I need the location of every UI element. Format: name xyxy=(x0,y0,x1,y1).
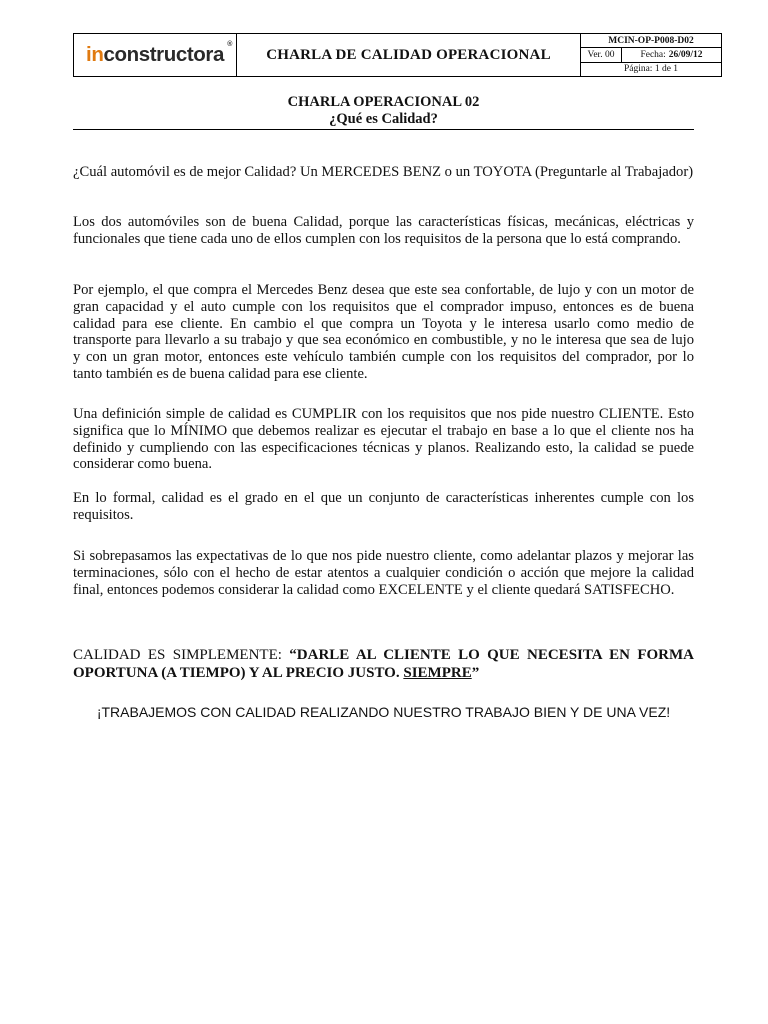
closing-motto: ¡TRABAJEMOS CON CALIDAD REALIZANDO NUESTRO TRABAJO BIEN Y DE UNA VEZ! xyxy=(96,704,671,720)
title-divider xyxy=(73,129,694,130)
paragraph-definition-formal: En lo formal, calidad es el grado en el que un conjunto de características inherentes cumple con los requisitos. xyxy=(73,490,694,523)
statement-emphasis: “DARLE AL CLIENTE LO QUE NECESITA EN FORMA OPORTUNA (A TIEMPO) Y AL PRECIO JUSTO. xyxy=(73,647,694,681)
quality-statement xyxy=(73,646,694,682)
version: Ver. 00 xyxy=(581,48,622,61)
statement-lead: CALIDAD ES SIMPLEMENTE: xyxy=(73,647,290,663)
document-header xyxy=(73,33,722,77)
paragraph-excellence: Si sobrepasamos las expectativas de lo que nos pide nuestro cliente, como adelantar plazos y mejorar las terminaciones, sólo con el hecho de estar atentos a cualquier condición o acción que mejore la calidad final, entonces podemos considerar la calidad como EXCELENTE y el cliente quedará SATISFECHO. xyxy=(73,548,694,598)
paragraph-definition-simple: Una definición simple de calidad es CUMPLIR con los requisitos que nos pide nuestro CLIENTE. Esto significa que lo MÍNIMO que debemos realizar es ejecutar el trabajo en base a lo que el cliente nos ha definido y cumpliendo con las especificaciones técnicas y planos. Realizando esto, la calidad se puede considerar como buena. xyxy=(73,406,694,473)
header-title: CHARLA DE CALIDAD OPERACIONAL xyxy=(237,34,581,76)
statement-underlined: SIEMPRE xyxy=(403,665,472,681)
document-subtitle: ¿Qué es Calidad? xyxy=(329,111,438,127)
company-logo: inconstructora ® xyxy=(86,41,232,66)
date-value: 26/09/12 xyxy=(668,49,703,60)
logo-cell xyxy=(74,34,237,76)
document-title: CHARLA OPERACIONAL 02 xyxy=(287,94,480,110)
paragraph-answer: Los dos automóviles son de buena Calidad, porque las características físicas, mecánicas, eléctricas y funcionales que tiene cada uno de ellos cumplen con los requisitos de la persona que lo está comprando. xyxy=(73,214,694,247)
paragraph-question: ¿Cuál automóvil es de mejor Calidad? Un MERCEDES BENZ o un TOYOTA (Preguntarle al Trabajador) xyxy=(73,164,694,180)
document-code: MCIN-OP-P008-D02 xyxy=(581,34,721,48)
page-number: Página: 1 de 1 xyxy=(623,64,679,75)
document-title-block xyxy=(73,94,694,128)
version-date-row xyxy=(581,48,721,62)
document-meta xyxy=(581,34,721,76)
paragraph-example: Por ejemplo, el que compra el Mercedes Benz desea que este sea confortable, de lujo y con un motor de gran capacidad y el auto cumple con los requisitos que el comprador impuso, entonces es de buena calidad para ese cliente. En cambio el que compra un Toyota y le interesa usarlo como medio de transporte para llevarlo a su trabajo y que sea económico en combustible, y no le interesa que sea de lujo y con un gran motor, entonces este vehículo también cumple con los requisitos del comprador, por lo tanto también es de buena calidad para ese cliente. xyxy=(73,282,694,382)
date-label: Fecha: xyxy=(640,49,666,60)
statement-close-quote: ” xyxy=(471,665,480,681)
date xyxy=(622,48,721,61)
